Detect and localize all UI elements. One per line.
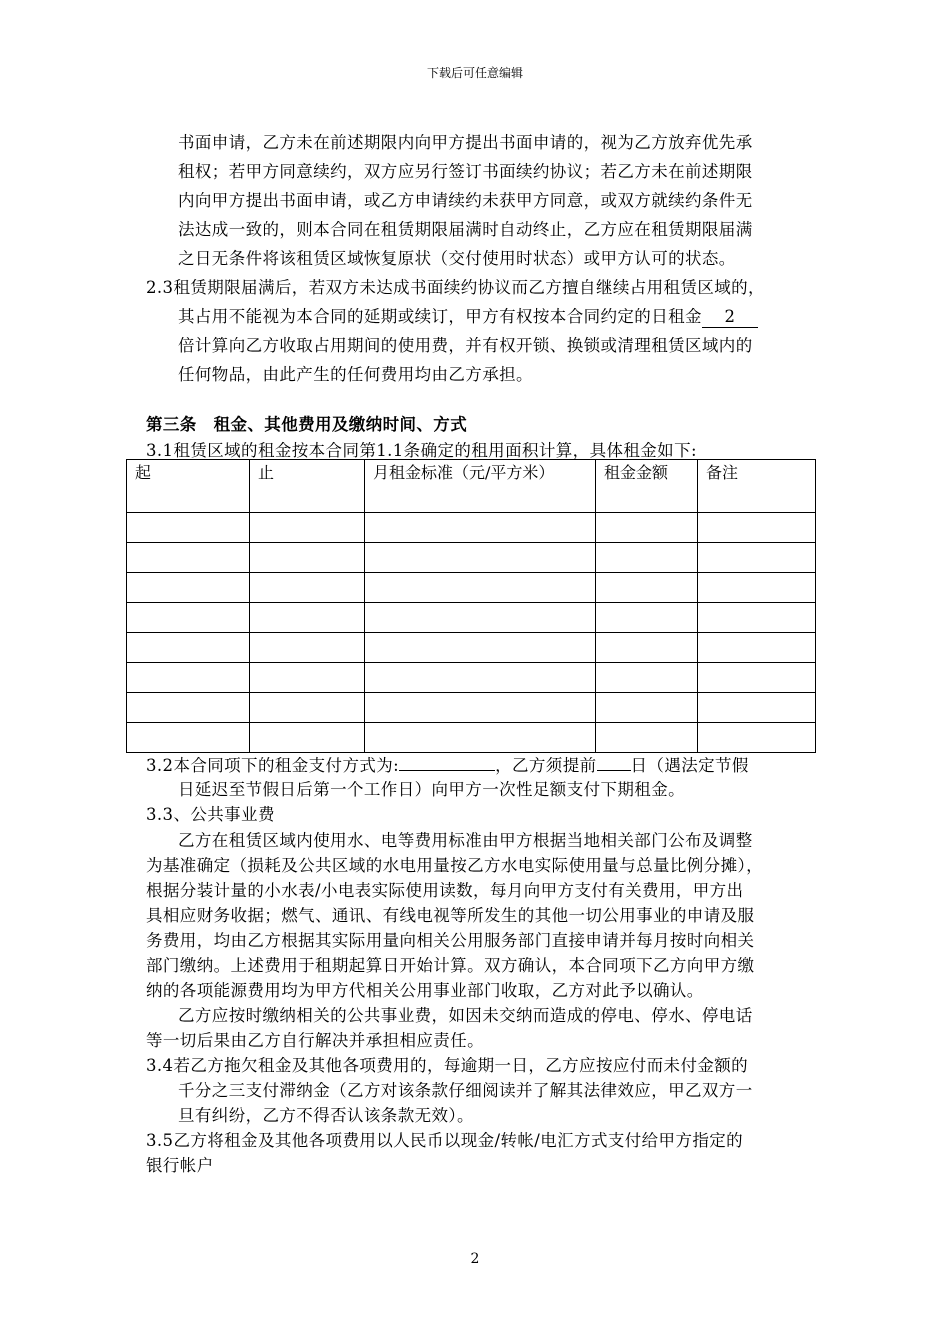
clause-3-3-line: 部门缴纳。上述费用于租期起算日开始计算。双方确认，本合同项下乙方向甲方缴 — [146, 956, 755, 975]
table-cell — [596, 633, 698, 663]
table-cell — [698, 543, 816, 573]
paragraph-line: 租权；若甲方同意续约，双方应另行签订书面续约协议；若乙方未在前述期限 — [178, 162, 753, 181]
table-header-row — [127, 460, 816, 513]
table-cell — [365, 723, 596, 753]
clause-3-3-line: 为基准确定（损耗及公共区域的水电用量按乙方水电实际使用量与总量比例分摊）， — [146, 856, 764, 875]
table-cell — [365, 633, 596, 663]
paragraph-line: 书面申请，乙方未在前述期限内向甲方提出书面申请的，视为乙方放弃优先承 — [178, 133, 753, 152]
clause-2-3-line: 倍计算向乙方收取占用期间的使用费，并有权开锁、换锁或清理租赁区域内的 — [178, 336, 753, 355]
table-cell — [365, 513, 596, 543]
table-cell — [127, 573, 250, 603]
table-row — [127, 663, 816, 693]
rent-table-body — [127, 513, 816, 753]
table-cell — [596, 723, 698, 753]
table-cell — [698, 693, 816, 723]
table-cell — [365, 663, 596, 693]
clause-3-4-line: 3.4若乙方拖欠租金及其他各项费用的，每逾期一日，乙方应按应付而未付金额的 — [146, 1056, 749, 1075]
table-cell — [250, 723, 365, 753]
table-cell — [250, 573, 365, 603]
clause-3-3-line: 纳的各项能源费用均为甲方代相关公用事业部门收取，乙方对此予以确认。 — [146, 981, 704, 1000]
table-cell — [365, 693, 596, 723]
table-cell — [127, 663, 250, 693]
table-cell — [127, 633, 250, 663]
table-cell — [596, 663, 698, 693]
clause-3-2-text: 3.2本合同项下的租金支付方式为: — [146, 756, 400, 775]
table-row — [127, 573, 816, 603]
col-header-amount: 租金金额 — [596, 460, 698, 513]
rent-table — [126, 459, 816, 753]
table-cell — [127, 723, 250, 753]
table-cell — [596, 693, 698, 723]
table-cell — [698, 603, 816, 633]
col-header-monthly-rate: 月租金标准（元/平方米） — [365, 460, 596, 513]
table-cell — [698, 513, 816, 543]
table-cell — [127, 693, 250, 723]
table-cell — [250, 603, 365, 633]
col-header-end: 止 — [250, 460, 365, 513]
section-3-title: 第三条 租金、其他费用及缴纳时间、方式 — [146, 415, 468, 434]
paragraph-line: 法达成一致的，则本合同在租赁期限届满时自动终止，乙方应在租赁期限届满 — [178, 220, 753, 239]
payment-method-blank — [399, 750, 495, 771]
table-cell — [698, 633, 816, 663]
table-cell — [698, 573, 816, 603]
table-row — [127, 633, 816, 663]
table-cell — [596, 573, 698, 603]
clause-3-4-line: 千分之三支付滞纳金（乙方对该条款仔细阅读并了解其法律效应，甲乙双方一 — [178, 1081, 753, 1100]
clause-3-2-text: ，乙方须提前 — [495, 756, 597, 775]
table-cell — [698, 663, 816, 693]
table-cell — [127, 543, 250, 573]
table-row — [127, 723, 816, 753]
table-row — [127, 543, 816, 573]
clause-2-3-line — [178, 302, 758, 331]
clause-3-3-line: 具相应财务收据；燃气、通讯、有线电视等所发生的其他一切公用事业的申请及服 — [146, 906, 755, 925]
clause-2-3-line: 2.3租赁期限届满后，若双方未达成书面续约协议而乙方擅自继续占用租赁区域的， — [146, 278, 765, 297]
paragraph-line: 之日无条件将该租赁区域恢复原状（交付使用时状态）或甲方认可的状态。 — [178, 249, 736, 268]
clause-3-3-line: 乙方应按时缴纳相关的公共事业费，如因未交纳而造成的停电、停水、停电话 — [178, 1006, 753, 1025]
clause-3-5-line: 3.5乙方将租金及其他各项费用以人民币以现金/转帐/电汇方式支付给甲方指定的 — [146, 1131, 744, 1150]
table-row — [127, 513, 816, 543]
col-header-start: 起 — [127, 460, 250, 513]
table-cell — [365, 573, 596, 603]
table-cell — [250, 633, 365, 663]
table-cell — [250, 513, 365, 543]
table-cell — [596, 603, 698, 633]
table-row — [127, 693, 816, 723]
clause-3-1: 3.1租赁区域的租金按本合同第1.1条确定的租用面积计算，具体租金如下: — [146, 441, 697, 460]
clause-2-3-line: 任何物品，由此产生的任何费用均由乙方承担。 — [178, 365, 533, 384]
clause-3-3-line: 等一切后果由乙方自行解决并承担相应责任。 — [146, 1031, 484, 1050]
advance-days-blank — [597, 750, 631, 771]
table-cell — [250, 543, 365, 573]
clause-3-3-line: 务费用，均由乙方根据其实际用量向相关公用服务部门直接申请并每月按时向相关 — [146, 931, 755, 950]
clause-3-3-title: 3.3、公共事业费 — [146, 805, 275, 824]
clause-3-3-line: 乙方在租赁区域内使用水、电等费用标准由甲方根据当地相关部门公布及调整 — [178, 831, 753, 850]
table-cell — [127, 603, 250, 633]
col-header-remarks: 备注 — [698, 460, 816, 513]
clause-3-2-text: 日（遇法定节假 — [630, 756, 749, 775]
daily-rent-multiplier: 2 — [702, 307, 758, 328]
table-cell — [365, 603, 596, 633]
table-row — [127, 603, 816, 633]
table-cell — [127, 513, 250, 543]
page-number: 2 — [470, 1251, 480, 1267]
table-cell — [365, 543, 596, 573]
table-cell — [250, 663, 365, 693]
clause-3-5-line: 银行帐户 — [146, 1156, 214, 1175]
page-header: 下载后可任意编辑 — [426, 66, 523, 80]
table-cell — [596, 513, 698, 543]
table-cell — [596, 543, 698, 573]
clause-3-4-line: 旦有纠纷，乙方不得否认该条款无效）。 — [178, 1106, 474, 1125]
table-cell — [250, 693, 365, 723]
clause-3-3-line: 根据分装计量的小水表/小电表实际使用读数，每月向甲方支付有关费用，甲方出 — [146, 881, 744, 900]
clause-2-3-text: 其占用不能视为本合同的延期或续订，甲方有权按本合同约定的日租金 — [178, 307, 702, 326]
clause-3-2-line: 日延迟至节假日后第一个工作日）向甲方一次性足额支付下期租金。 — [178, 780, 685, 799]
table-cell — [698, 723, 816, 753]
paragraph-line: 内向甲方提出书面申请，或乙方申请续约未获甲方同意，或双方就续约条件无 — [178, 191, 753, 210]
